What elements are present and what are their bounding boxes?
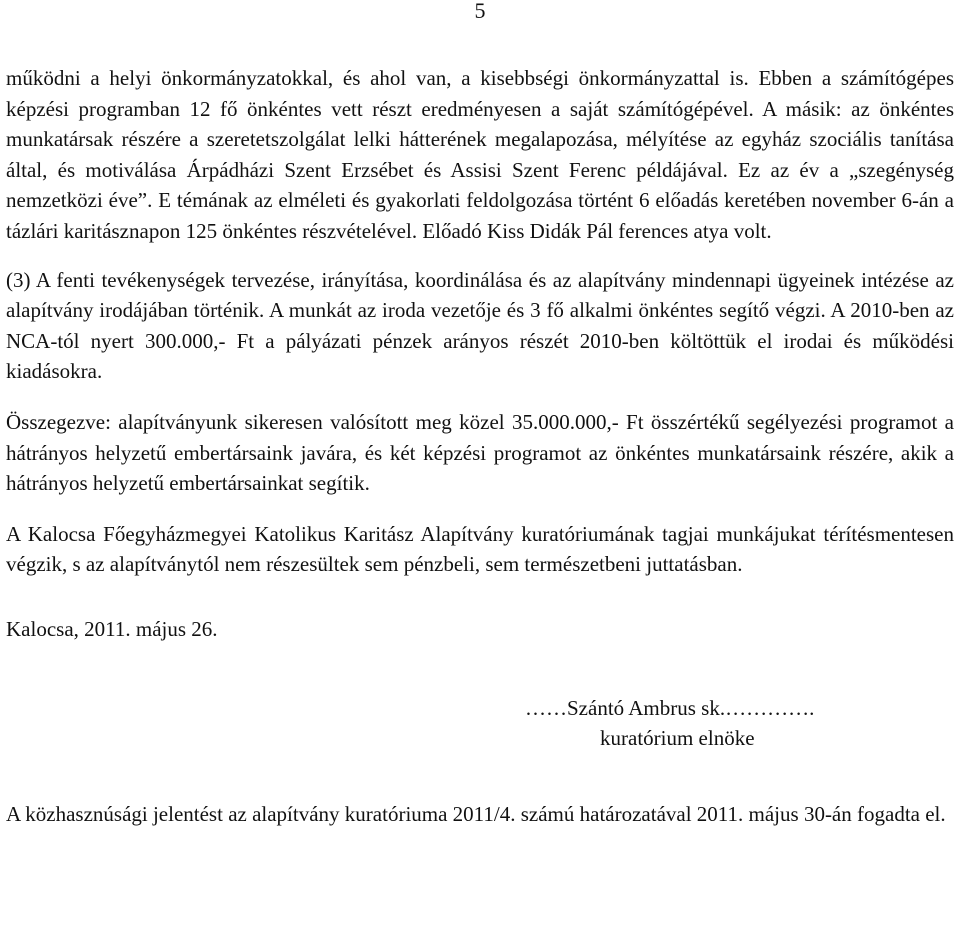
signature-title: kuratórium elnöke <box>600 725 755 750</box>
document-body <box>6 63 954 829</box>
closing-statement: A közhasznúsági jelentést az alapítvány kuratóriuma 2011/4. számú határozatával 2011. május 30-án fogadta el. <box>6 801 946 826</box>
signature-block <box>525 693 954 753</box>
paragraph-summary: Összegezve: alapítványunk sikeresen valósított meg közel 35.000.000,- Ft összértékű segélyezési programot a hátrányos helyzetű embertársaink javára, és két képzési programot az önkéntes munkatársaink részére, akik a hátrányos helyzetű embertársainkat segítik. <box>6 409 954 496</box>
paragraph-office-activities: (3) A fenti tevékenységek tervezése, irányítása, koordinálása és az alapítvány mindennapi ügyeinek intézése az alapítvány irodájában történik. A munkát az iroda vezetője és 3 fő alkalmi önkéntes segítő végzi. A 2010-ben az NCA-tól nyert 300.000,- Ft a pályázati pénzek arányos részét 2010-ben költöttük el irodai és működési kiadásokra. <box>6 267 954 384</box>
page-number: 5 <box>474 0 486 23</box>
signature-name: ……Szántó Ambrus sk.…………. <box>525 695 815 720</box>
date-line: Kalocsa, 2011. május 26. <box>6 616 218 641</box>
paragraph-volunteer-programs: működni a helyi önkormányzatokkal, és ahol van, a kisebbségi önkormányzattal is. Ebben a számítógépes képzési programban 12 fő önkéntes vett részt eredményesen a saját számítógépével. A másik: az önkéntes munkatársak részére a szeretetszolgálat lelki hátterének megalapozása, mélyítése az egyház szociális tanítása által, és motiválása Árpádházi Szent Erzsébet és Assisi Szent Ferenc példájával. Ez az év a „szegénység nemzetközi éve”. E témának az elméleti és gyakorlati feldolgozása történt 6 előadás keretében november 6-án a tázlári karitásznapon 125 önkéntes részvételével. Előadó Kiss Didák Pál ferences atya volt. <box>6 66 954 243</box>
paragraph-board-statement: A Kalocsa Főegyházmegyei Katolikus Karitász Alapítvány kuratóriumának tagjai munkájukat térítésmentesen végzik, s az alapítványtól nem részesültek sem pénzbeli, sem természetbeni juttatásban. <box>6 521 954 577</box>
